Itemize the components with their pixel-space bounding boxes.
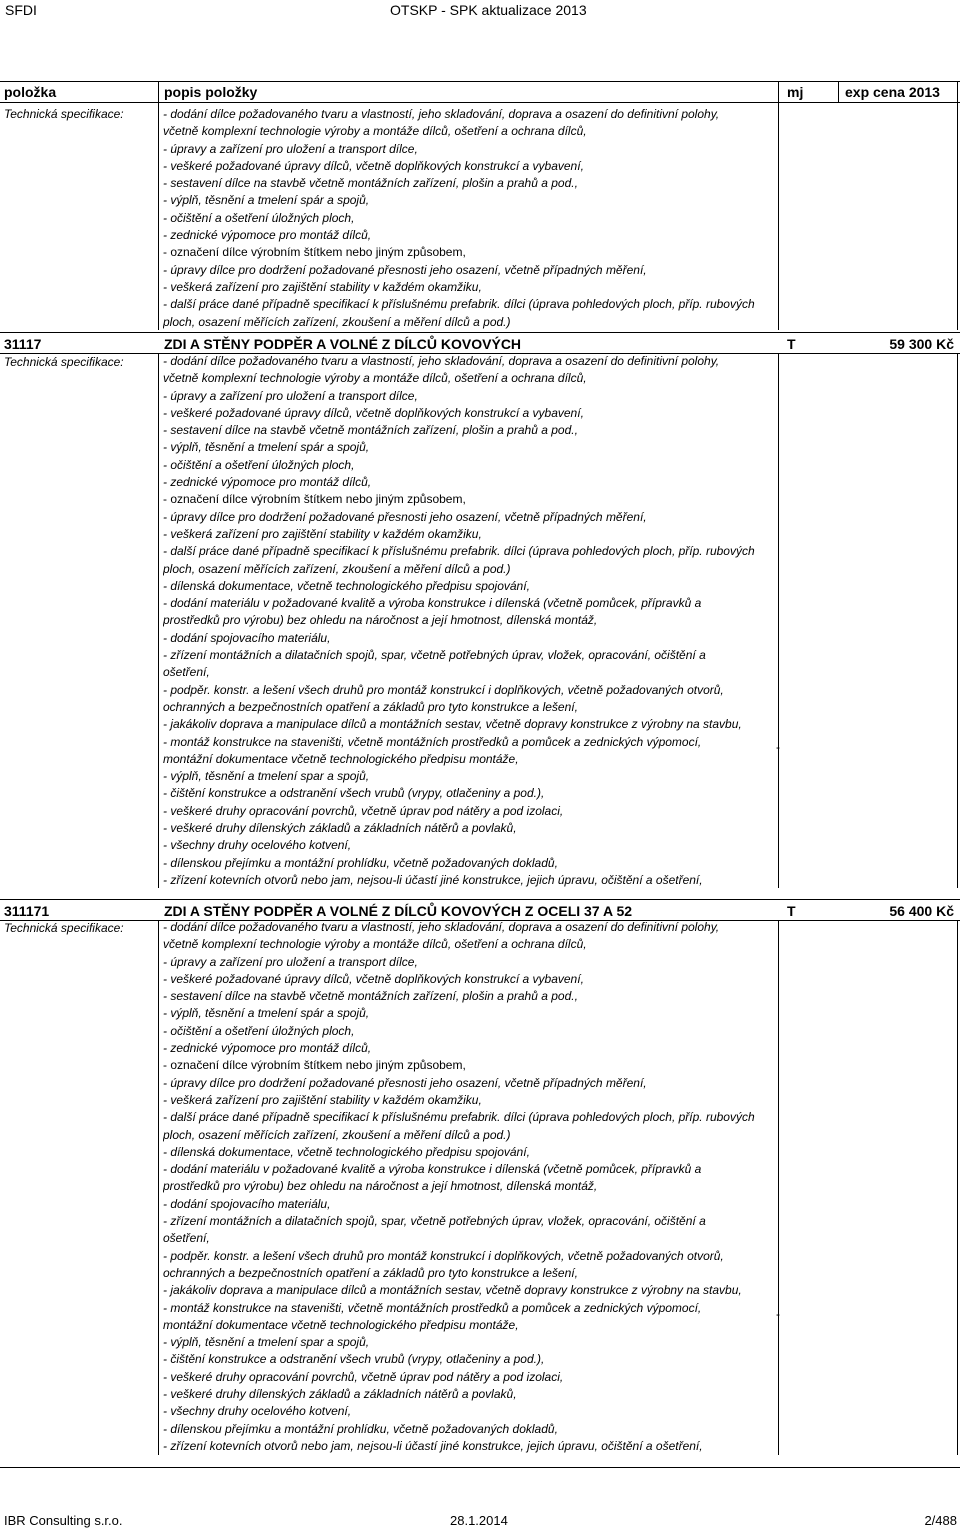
spec-line: - výplň, těsnění a tmelení spar a spojů,: [163, 769, 370, 784]
spec-line: - podpěr. konstr. a lešení všech druhů pro montáž konstrukcí i doplňkových, včetně požadovaných otvorů,: [163, 1248, 724, 1263]
spec-line: včetně komplexní technologie výroby a montáže dílců, ošetření a ochrana dílců,: [163, 371, 587, 386]
column-header: [0, 81, 960, 103]
spec-line: - zřízení kotevních otvorů nebo jam, nejsou-li účastí jiné konstrukce, jejich úpravu, očištění a ošetření,: [163, 1438, 703, 1453]
spec-line: ošetření,: [163, 665, 210, 680]
spec-line: ochranných a bezpečnostních opatření a základů pro tyto konstrukce a lešení,: [163, 1265, 578, 1280]
spec-line: - zřízení kotevních otvorů nebo jam, nejsou-li účastí jiné konstrukce, jejich úpravu, očištění a ošetření,: [163, 872, 703, 887]
spec-line: - označení dílce výrobním štítkem nebo jiným způsobem,: [163, 492, 466, 507]
spec-line: - zednické výpomoce pro montáž dílců,: [163, 475, 372, 490]
spec-line: - veškeré druhy opracování povrchů, včetně úprav pod nátěry a pod izolaci,: [163, 1369, 564, 1384]
header-left: SFDI: [5, 2, 37, 18]
item-price: 56 400 Kč: [889, 903, 954, 919]
spec-line: - dodání dílce požadovaného tvaru a vlastností, jeho skladování, doprava a osazení do definitivní polohy,: [163, 354, 720, 368]
spec-label-3: Technická specifikace:: [4, 921, 124, 935]
spec-line: - další práce dané případně specifikací k příslušnému prefabrik. dílci (úprava pohledových ploch, příp. rubových: [163, 544, 755, 559]
spec-line: - veškerá zařízení pro zajištění stability v každém okamžiku,: [163, 526, 482, 541]
item-price: 59 300 Kč: [889, 336, 954, 352]
spec-line: - dodání spojovacího materiálu,: [163, 1196, 331, 1211]
spec-line: - očištění a ošetření úložných ploch,: [163, 210, 355, 225]
dash-mark: -: [776, 1307, 780, 1321]
spec-line: - jakákoliv doprava a manipulace dílců a montážních sestav, včetně dopravy konstrukce z výrobny na stavbu,: [163, 717, 742, 732]
spec-line: - další práce dané případně specifikací k příslušnému prefabrik. dílci (úprava pohledových ploch, příp. rubových: [163, 1110, 755, 1125]
col-mj: mj: [787, 84, 804, 100]
col-popis: popis položky: [164, 84, 258, 100]
spec-line: - výplň, těsnění a tmelení spár a spojů,: [163, 1006, 370, 1021]
spec-line: - úpravy dílce pro dodržení požadované přesnosti jeho osazení, včetně případných měření,: [163, 262, 647, 277]
spec-line: - úpravy a zařízení pro uložení a transport dílce,: [163, 954, 418, 969]
col-cena: exp cena 2013: [845, 84, 940, 100]
spec-line: - očištění a ošetření úložných ploch,: [163, 1023, 355, 1038]
spec-line: - zednické výpomoce pro montáž dílců,: [163, 228, 372, 243]
spec-line: - očištění a ošetření úložných ploch,: [163, 457, 355, 472]
spec-line: - čištění konstrukce a odstranění všech vrubů (vrypy, otlačeniny a pod.),: [163, 1352, 545, 1367]
spec-line: včetně komplexní technologie výroby a montáže dílců, ošetření a ochrana dílců,: [163, 937, 587, 952]
spec-line: včetně komplexní technologie výroby a montáže dílců, ošetření a ochrana dílců,: [163, 124, 587, 139]
spec-line: - veškeré druhy dílenských základů a základních nátěrů a povlaků,: [163, 1387, 517, 1402]
spec-line: - výplň, těsnění a tmelení spár a spojů,: [163, 193, 370, 208]
spec-line: - úpravy a zařízení pro uložení a transport dílce,: [163, 388, 418, 403]
spec-line: - označení dílce výrobním štítkem nebo jiným způsobem,: [163, 1058, 466, 1073]
item-row-31117: [0, 332, 960, 354]
spec-line: - veškeré požadované úpravy dílců, včetně doplňkových konstrukcí a vybavení,: [163, 158, 584, 173]
spec-line: - čištění konstrukce a odstranění všech vrubů (vrypy, otlačeniny a pod.),: [163, 786, 545, 801]
spec-line: - veškeré požadované úpravy dílců, včetně doplňkových konstrukcí a vybavení,: [163, 971, 584, 986]
spec-line: - další práce dané případně specifikací k příslušnému prefabrik. dílci (úprava pohledových ploch, příp. rubových: [163, 297, 755, 312]
spec-line: - označení dílce výrobním štítkem nebo jiným způsobem,: [163, 245, 466, 260]
spec-line: - úpravy dílce pro dodržení požadované přesnosti jeho osazení, včetně případných měření,: [163, 509, 647, 524]
footer-center: 28.1.2014: [450, 1513, 508, 1528]
spec-line: ploch, osazení měřících zařízení, zkoušení a měření dílců a pod.): [163, 314, 511, 329]
dash-mark: -: [776, 740, 780, 754]
spec-label-2: Technická specifikace:: [4, 355, 124, 369]
spec-line: - jakákoliv doprava a manipulace dílců a montážních sestav, včetně dopravy konstrukce z výrobny na stavbu,: [163, 1283, 742, 1298]
spec-line: - všechny druhy ocelového kotvení,: [163, 838, 352, 853]
spec-line: - zřízení montážních a dilatačních spojů, spar, včetně potřebných úprav, vložek, opracování, očištění a: [163, 1214, 706, 1229]
spec-line: - sestavení dílce na stavbě včetně montážních zařízení, plošin a prahů a pod.,: [163, 176, 578, 191]
spec-line: - dodání dílce požadovaného tvaru a vlastností, jeho skladování, doprava a osazení do definitivní polohy,: [163, 107, 720, 121]
spec-line: - veškerá zařízení pro zajištění stability v každém okamžiku,: [163, 1092, 482, 1107]
spec-block-2: [163, 353, 775, 887]
spec-line: - dodání materiálu v požadované kvalitě a výroba konstrukce i dílenská (včetně pomůcek, přípravků a: [163, 1162, 702, 1177]
item-code: 31117: [4, 336, 42, 352]
spec-line: - dílenská dokumentace, včetně technologického předpisu spojování,: [163, 1144, 530, 1159]
spec-line: - dílenskou přejímku a montážní prohlídku, včetně požadovaných dokladů,: [163, 1421, 558, 1436]
spec-line: prostředků pro výrobu) bez ohledu na náročnost a její hmotnost, dílenská montáž,: [163, 1179, 598, 1194]
spec-line: - veškerá zařízení pro zajištění stability v každém okamžiku,: [163, 279, 482, 294]
spec-line: - veškeré druhy opracování povrchů, včetně úprav pod nátěry a pod izolaci,: [163, 803, 564, 818]
spec-line: - montáž konstrukce na staveništi, včetně montážních prostředků a pomůcek a zednických výpomocí,: [163, 734, 702, 749]
item-name: ZDI A STĚNY PODPĚR A VOLNÉ Z DÍLCŮ KOVOVÝCH: [164, 336, 522, 352]
spec-line: - podpěr. konstr. a lešení všech druhů pro montáž konstrukcí i doplňkových, včetně požadovaných otvorů,: [163, 682, 724, 697]
spec-line: - dodání spojovacího materiálu,: [163, 630, 331, 645]
item-unit: T: [787, 336, 796, 352]
spec-line: montážní dokumentace včetně technologického předpisu montáže,: [163, 1317, 519, 1332]
spec-line: - úpravy dílce pro dodržení požadované přesnosti jeho osazení, včetně případných měření,: [163, 1075, 647, 1090]
spec-line: ploch, osazení měřících zařízení, zkoušení a měření dílců a pod.): [163, 561, 511, 576]
spec-line: - zednické výpomoce pro montáž dílců,: [163, 1041, 372, 1056]
item-unit: T: [787, 903, 796, 919]
spec-line: - úpravy a zařízení pro uložení a transport dílce,: [163, 141, 418, 156]
header-center: OTSKP - SPK aktualizace 2013: [390, 2, 587, 18]
spec-block-1: [163, 106, 775, 329]
spec-line: - dílenská dokumentace, včetně technologického předpisu spojování,: [163, 578, 530, 593]
spec-line: ošetření,: [163, 1231, 210, 1246]
spec-line: - veškeré druhy dílenských základů a základních nátěrů a povlaků,: [163, 821, 517, 836]
footer-left: IBR Consulting s.r.o.: [4, 1513, 123, 1528]
footer-right: 2/488: [924, 1513, 957, 1528]
bottom-rule: [0, 1467, 960, 1468]
item-row-311171: [0, 899, 960, 921]
spec-line: - dodání dílce požadovaného tvaru a vlastností, jeho skladování, doprava a osazení do definitivní polohy,: [163, 920, 720, 934]
spec-line: - dodání materiálu v požadované kvalitě a výroba konstrukce i dílenská (včetně pomůcek, přípravků a: [163, 596, 702, 611]
col-polozka: položka: [4, 84, 57, 100]
spec-line: - sestavení dílce na stavbě včetně montážních zařízení, plošin a prahů a pod.,: [163, 989, 578, 1004]
spec-line: ochranných a bezpečnostních opatření a základů pro tyto konstrukce a lešení,: [163, 699, 578, 714]
spec-line: - montáž konstrukce na staveništi, včetně montážních prostředků a pomůcek a zednických výpomocí,: [163, 1300, 702, 1315]
spec-line: - výplň, těsnění a tmelení spár a spojů,: [163, 440, 370, 455]
item-name: ZDI A STĚNY PODPĚR A VOLNÉ Z DÍLCŮ KOVOVÝCH Z OCELI 37 A 52: [164, 903, 633, 919]
spec-label-1: Technická specifikace:: [4, 107, 124, 121]
spec-line: - výplň, těsnění a tmelení spar a spojů,: [163, 1335, 370, 1350]
spec-line: - zřízení montážních a dilatačních spojů, spar, včetně potřebných úprav, vložek, opracování, očištění a: [163, 648, 706, 663]
spec-line: - veškeré požadované úpravy dílců, včetně doplňkových konstrukcí a vybavení,: [163, 405, 584, 420]
spec-line: ploch, osazení měřících zařízení, zkoušení a měření dílců a pod.): [163, 1127, 511, 1142]
spec-line: prostředků pro výrobu) bez ohledu na náročnost a její hmotnost, dílenská montáž,: [163, 613, 598, 628]
spec-block-3: [163, 919, 775, 1453]
spec-line: - sestavení dílce na stavbě včetně montážních zařízení, plošin a prahů a pod.,: [163, 423, 578, 438]
spec-line: - všechny druhy ocelového kotvení,: [163, 1404, 352, 1419]
item-code: 311171: [4, 903, 50, 919]
spec-line: - dílenskou přejímku a montážní prohlídku, včetně požadovaných dokladů,: [163, 855, 558, 870]
spec-line: montážní dokumentace včetně technologického předpisu montáže,: [163, 751, 519, 766]
